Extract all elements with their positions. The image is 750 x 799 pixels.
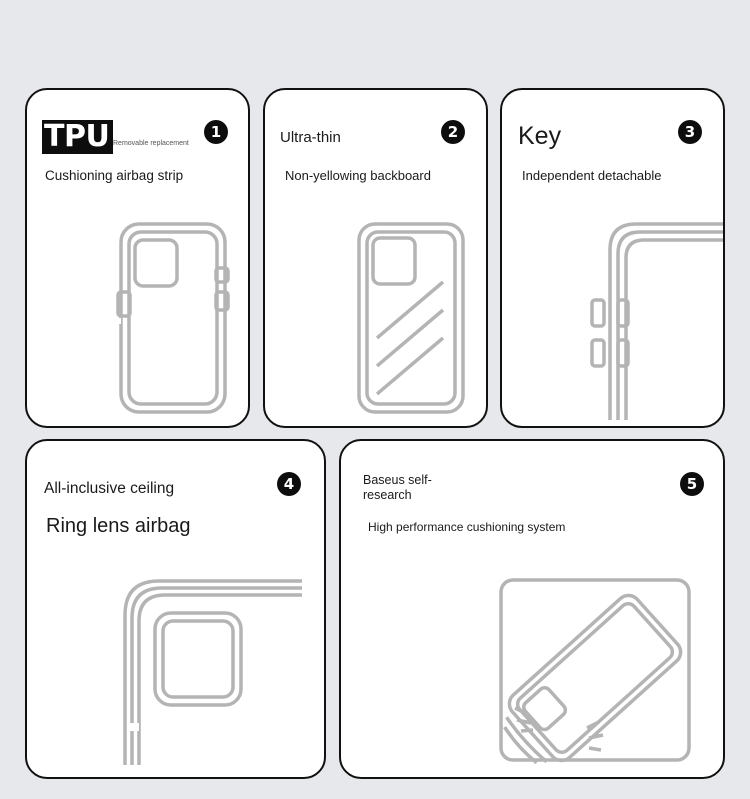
card-subtitle: High performance cushioning system	[368, 520, 566, 534]
feature-card-ultra-thin	[263, 88, 488, 428]
feature-card-key	[500, 88, 725, 428]
card-subtitle: Independent detachable	[522, 168, 662, 183]
card-subtitle: Cushioning airbag strip	[45, 168, 184, 183]
phone-case-outline-icon	[115, 218, 235, 418]
card-title-line-1: Baseus self-	[363, 473, 432, 487]
feature-card-ceiling	[25, 439, 326, 779]
tpu-badge: TPU	[42, 120, 113, 154]
card-subtitle: Non-yellowing backboard	[285, 168, 431, 183]
badge-note: Removable replacement	[113, 140, 189, 147]
card-title: Key	[518, 122, 562, 150]
feature-card-cushioning	[339, 439, 725, 779]
side-buttons-icon	[582, 210, 725, 420]
card-title: Ultra-thin	[280, 129, 341, 146]
step-number-4: 4	[277, 472, 301, 496]
step-number-2: 2	[441, 120, 465, 144]
camera-ring-icon	[121, 577, 306, 767]
step-number-5: 5	[680, 472, 704, 496]
step-number-3: 3	[678, 120, 702, 144]
card-title: All-inclusive ceiling	[44, 480, 175, 497]
card-title-line-2: research	[363, 488, 412, 502]
feature-card-tpu	[25, 88, 250, 428]
drop-impact-icon	[499, 578, 693, 764]
card-subtitle: Ring lens airbag	[46, 515, 191, 537]
phone-back-glass-icon	[355, 220, 469, 416]
step-number-1: 1	[204, 120, 228, 144]
